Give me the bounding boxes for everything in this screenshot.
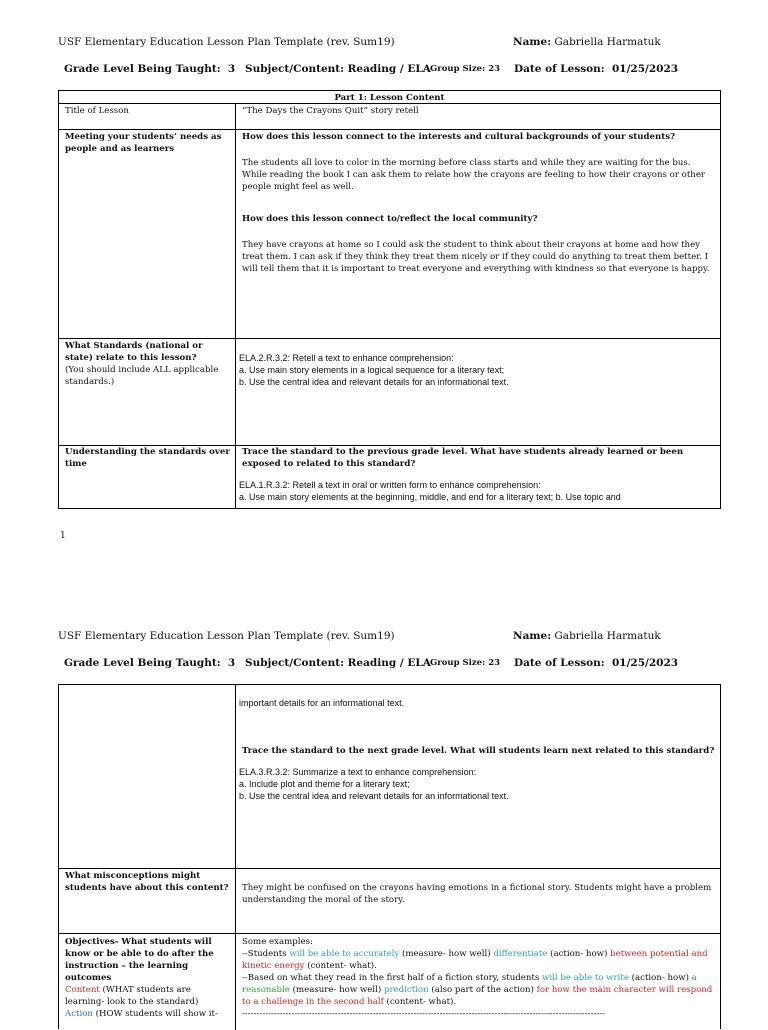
student-name-2: Name: Gabriella Harmatuk bbox=[513, 630, 661, 642]
standards-note: (You should include ALL applicable standards.) bbox=[65, 365, 219, 387]
standard-line-1: ELA.2.R.3.2: Retell a text to enhance comprehension: bbox=[239, 353, 454, 363]
next-standard-line-3: b. Use the central idea and relevant details for an informational text. bbox=[239, 791, 509, 801]
objectives-label: Objectives- What students will know or be able to do after the instruction – the learning outcomes bbox=[65, 937, 214, 983]
over-time-label: Understanding the standards over time bbox=[65, 447, 230, 469]
group-size: Group Size: 23 bbox=[430, 64, 501, 74]
examples-title: Some examples: bbox=[242, 937, 313, 947]
objectives-action-rest: (HOW students will show it- bbox=[95, 1009, 218, 1019]
objectives-content-rest: (WHAT students are learning- look to the standard) bbox=[65, 985, 199, 1007]
standard-line-2: a. Use main story elements in a logical sequence for a literary text; bbox=[239, 365, 505, 375]
subject-2: Subject/Content: Reading / ELA bbox=[245, 657, 431, 669]
over-time-content bbox=[239, 446, 714, 503]
template-title: USF Elementary Education Lesson Plan Template (rev. Sum19) bbox=[58, 36, 395, 48]
lesson-date: Date of Lesson: 01/25/2023 bbox=[514, 63, 679, 75]
objectives-label-block bbox=[65, 936, 230, 1020]
group-size-2: Group Size: 23 bbox=[430, 658, 501, 668]
previous-standard-line-2: a. Use main story elements at the beginning, middle, and end for a literary text; b. Use topic and bbox=[239, 492, 621, 502]
previous-standard-line-1: ELA.1.R.3.2: Retell a text in oral or written form to enhance comprehension: bbox=[239, 480, 541, 490]
standards-label: What Standards (national or state) relate to this lesson? bbox=[65, 341, 203, 363]
grade-level-2: Grade Level Being Taught: 3 bbox=[64, 657, 236, 669]
standard-line-3: b. Use the central idea and relevant details for an informational text. bbox=[239, 377, 509, 387]
grade-level: Grade Level Being Taught: 3 bbox=[64, 63, 236, 75]
page-number: 1 bbox=[60, 531, 66, 541]
previous-grade-question: Trace the standard to the previous grade level. What have students already learned or been exposed to related to this standard? bbox=[242, 447, 684, 469]
objectives-content-word: Content bbox=[65, 985, 100, 995]
needs-question-1: How does this lesson connect to the interests and cultural backgrounds of your students? bbox=[242, 132, 676, 142]
lesson-date-2: Date of Lesson: 01/25/2023 bbox=[514, 657, 679, 669]
title-label: Title of Lesson bbox=[65, 106, 129, 116]
example-1: --Students will be able to accurately (measure- how well) differentiate (action- how) between potential and kinetic energy (content- what). bbox=[242, 949, 708, 971]
over-time-continued bbox=[239, 697, 715, 802]
needs-answer-2: They have crayons at home so I could ask the student to think about their crayons at home and how they treat them. I can ask if they think they treat them nicely or if they could do anything to treat them better. I will tell them that it is important to treat everyone and everything with kindness so that everyone is happy. bbox=[242, 240, 710, 274]
misconceptions-label: What misconceptions might students have about this content? bbox=[65, 871, 229, 893]
part-title: Part 1: Lesson Content bbox=[334, 93, 445, 103]
next-grade-question: Trace the standard to the next grade level. What will students learn next related to this standard? bbox=[242, 746, 715, 756]
dashed-separator: ----------------------------------------------------------------------------------------------------------------------------- bbox=[242, 1009, 605, 1019]
student-name: Name: Gabriella Harmatuk bbox=[513, 36, 661, 48]
lesson-content-table-2 bbox=[58, 684, 721, 1029]
continued-text: important details for an informational text. bbox=[239, 698, 405, 708]
next-standard-line-2: a. Include plot and theme for a literary text; bbox=[239, 779, 410, 789]
needs-label: Meeting your students’ needs as people and as learners bbox=[65, 132, 222, 154]
standards-list bbox=[239, 352, 714, 388]
needs-question-2: How does this lesson connect to/reflect the local community? bbox=[242, 214, 538, 224]
objectives-action-word: Action bbox=[65, 1009, 93, 1019]
title-value: “The Days the Crayons Quit” story retell bbox=[242, 106, 419, 116]
needs-answer-1: The students all love to color in the morning before class starts and while they are waiting for the bus. While reading the book I can ask them to relate how the crayons are feeling to how their crayons or other people might feel as well. bbox=[242, 158, 706, 192]
misconceptions-text: They might be confused on the crayons having emotions in a fictional story. Students might have a problem understanding the moral of the story. bbox=[242, 883, 712, 905]
template-title-2: USF Elementary Education Lesson Plan Template (rev. Sum19) bbox=[58, 630, 395, 642]
objectives-examples bbox=[242, 936, 716, 1020]
example-2: --Based on what they read in the first half of a fiction story, students will be able to write (action- how) a reasonable (measure- how well) prediction (also part of the action) for how the main character will respond to a challenge in the second half (content- what). bbox=[242, 973, 713, 1007]
lesson-content-table bbox=[58, 90, 721, 509]
next-standard-line-1: ELA.3.R.3.2: Summarize a text to enhance comprehension: bbox=[239, 767, 477, 777]
standards-label-block bbox=[65, 340, 230, 388]
needs-answers bbox=[242, 131, 714, 275]
subject: Subject/Content: Reading / ELA bbox=[245, 63, 431, 75]
